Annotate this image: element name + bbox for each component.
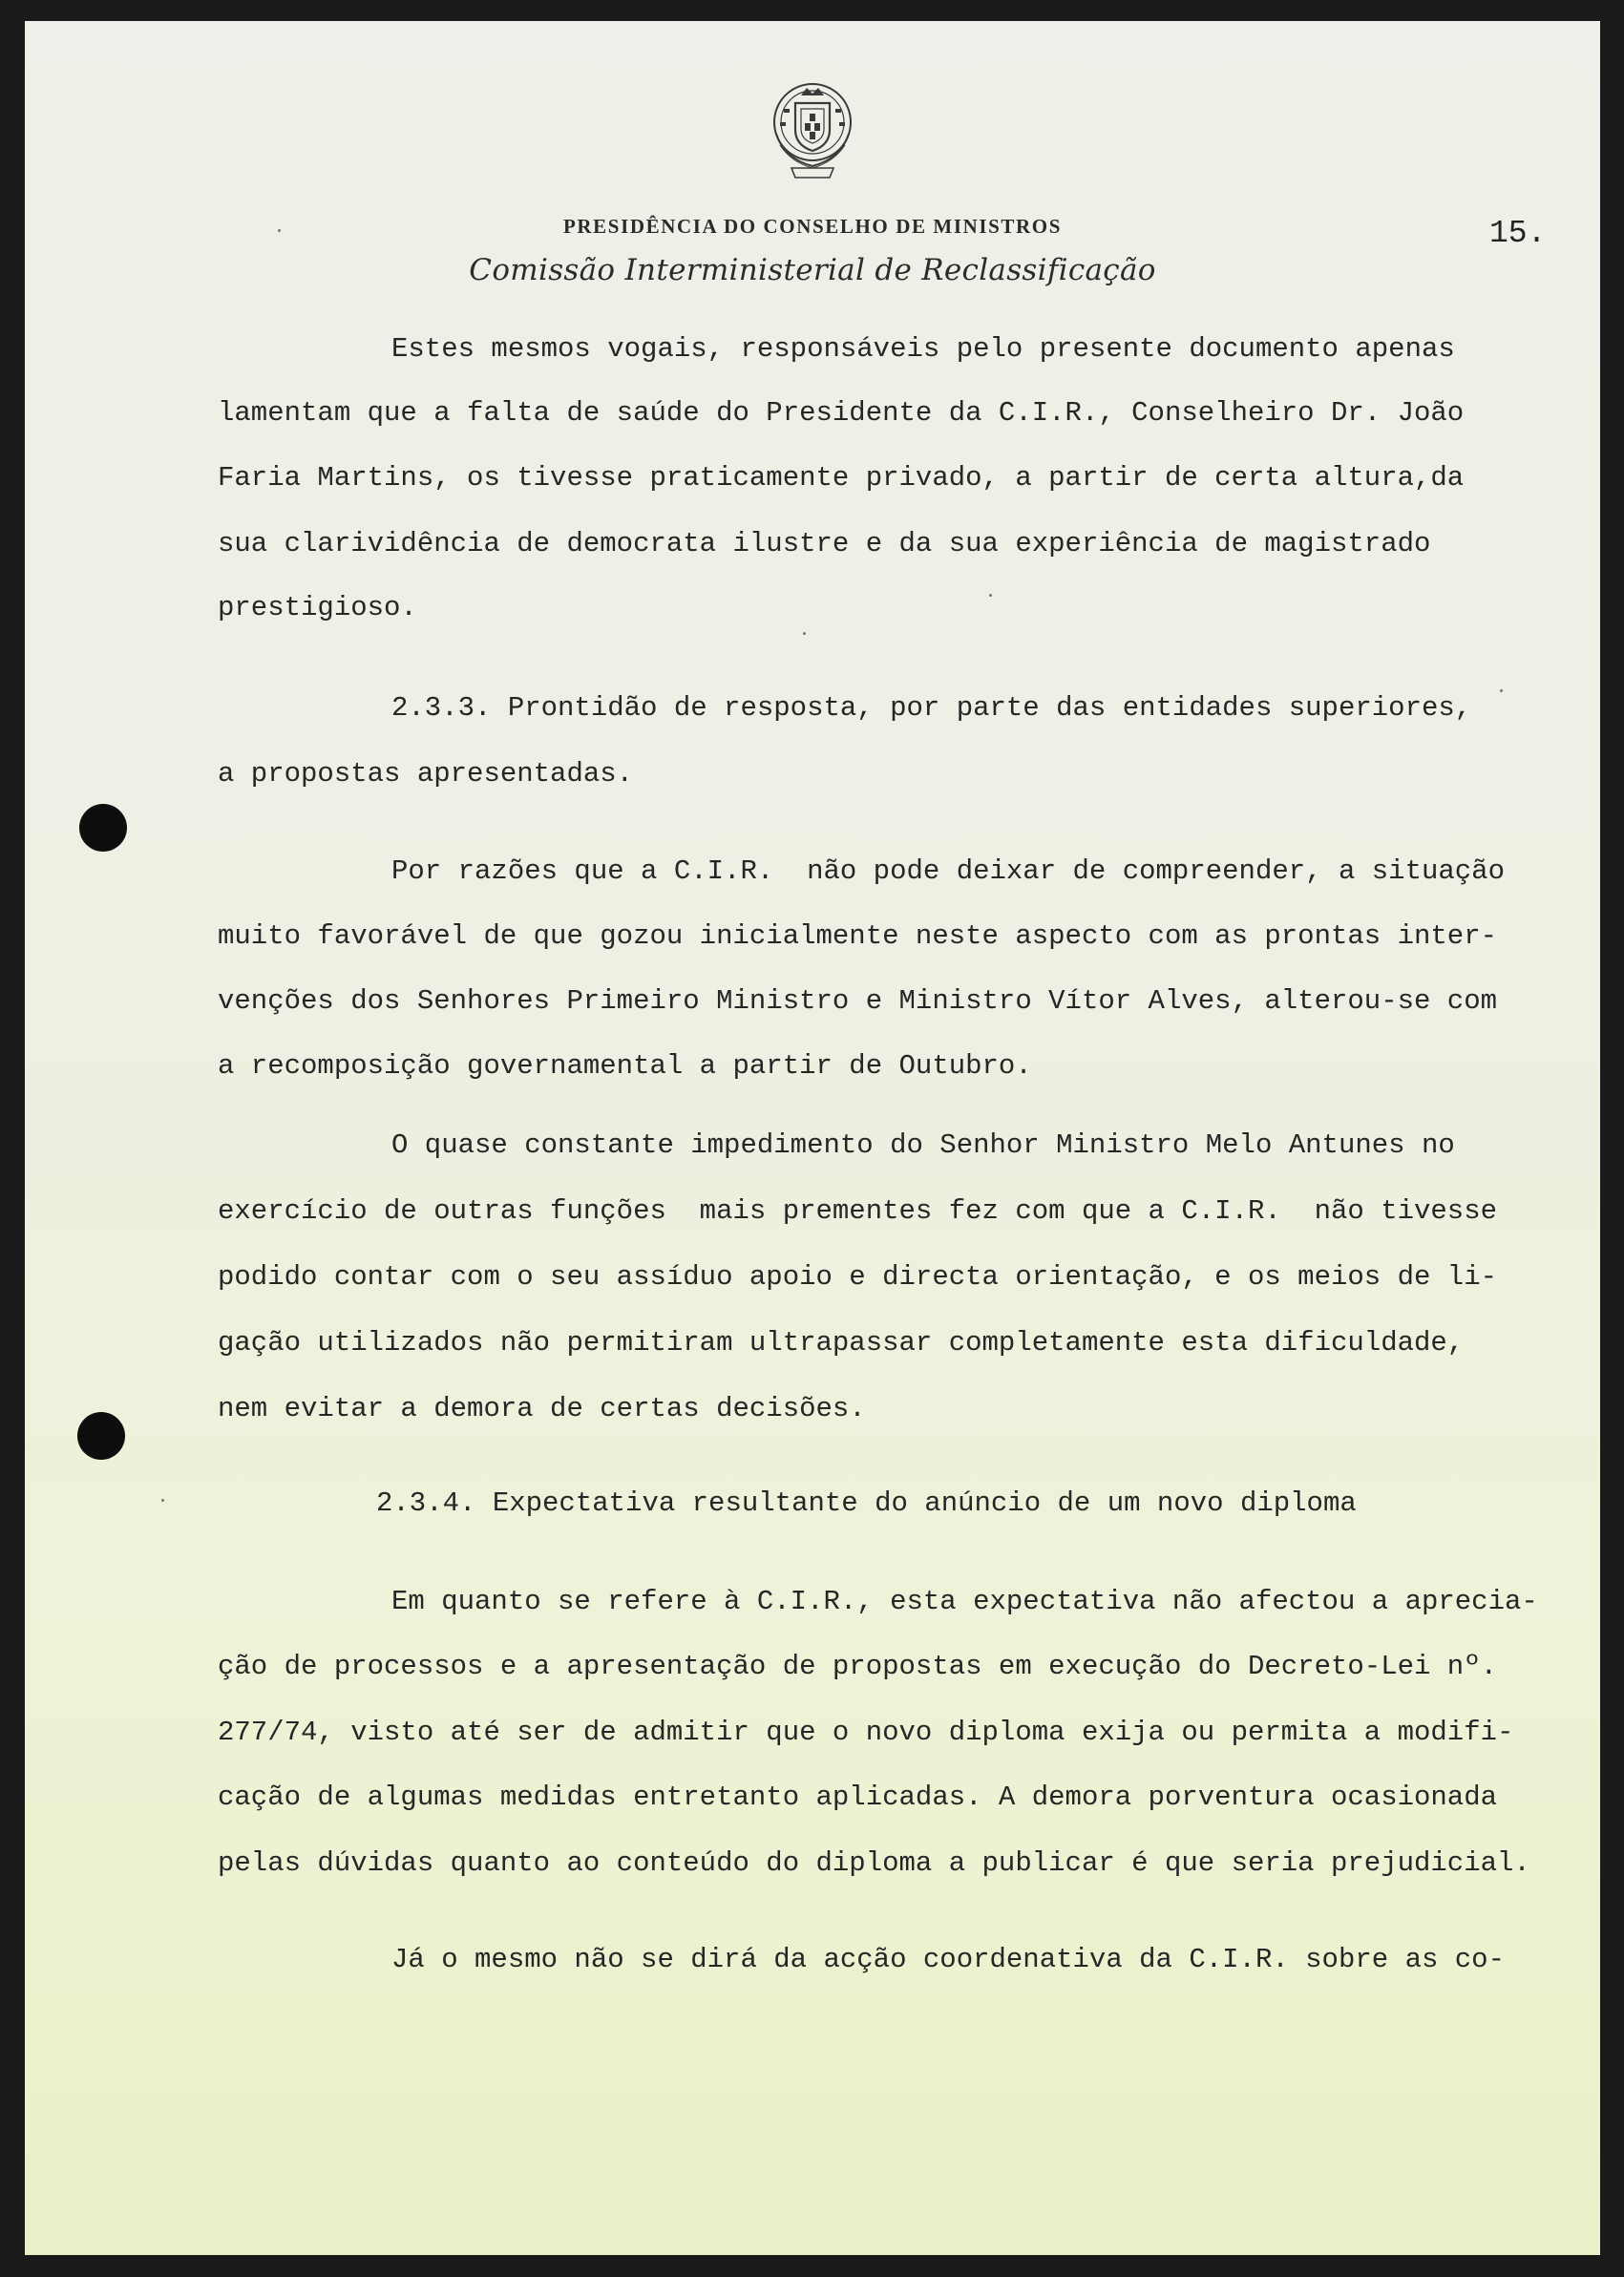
text-line: prestigioso. bbox=[218, 592, 417, 623]
speck bbox=[278, 229, 281, 232]
speck bbox=[1500, 689, 1503, 692]
text-line: ção de processos e a apresentação de propostas em execução do Decreto-Lei nº. bbox=[218, 1651, 1498, 1682]
text-line: cação de algumas medidas entretanto aplicadas. A demora porventura ocasionada bbox=[218, 1782, 1498, 1813]
text-line: muito favorável de que gozou inicialmente neste aspecto com as prontas inter- bbox=[218, 920, 1498, 952]
section-heading: 2.3.4. Expectativa resultante do anúncio de um novo diploma bbox=[376, 1487, 1357, 1519]
punch-hole bbox=[77, 1412, 125, 1460]
text-line: Estes mesmos vogais, responsáveis pelo presente documento apenas bbox=[391, 333, 1455, 365]
section-heading: 2.3.3. Prontidão de resposta, por parte das entidades superiores, bbox=[391, 692, 1472, 724]
text-line: 277/74, visto até ser de admitir que o novo diploma exija ou permita a modifi- bbox=[218, 1717, 1514, 1748]
text-line: venções dos Senhores Primeiro Ministro e Ministro Vítor Alves, alterou-se com bbox=[218, 985, 1498, 1017]
text-line: lamentam que a falta de saúde do Presidente da C.I.R., Conselheiro Dr. João bbox=[218, 397, 1465, 429]
text-line: Em quanto se refere à C.I.R., esta expectativa não afectou a aprecia- bbox=[391, 1586, 1538, 1617]
ministry-title: PRESIDÊNCIA DO CONSELHO DE MINISTROS bbox=[562, 215, 1063, 238]
speck bbox=[803, 632, 806, 635]
text-line: gação utilizados não permitiram ultrapassar completamente esta dificuldade, bbox=[218, 1327, 1465, 1359]
text-line: O quase constante impedimento do Senhor Ministro Melo Antunes no bbox=[391, 1129, 1455, 1161]
text-line: a recomposição governamental a partir de Outubro. bbox=[218, 1050, 1032, 1082]
text-line: Já o mesmo não se dirá da acção coordenativa da C.I.R. sobre as co- bbox=[391, 1944, 1505, 1975]
text-line: Por razões que a C.I.R. não pode deixar de compreender, a situação bbox=[391, 855, 1505, 887]
text-line: exercício de outras funções mais prementes fez com que a C.I.R. não tivesse bbox=[218, 1195, 1498, 1227]
speck bbox=[161, 1499, 164, 1502]
text-line: sua clarividência de democrata ilustre e da sua experiência de magistrado bbox=[218, 528, 1431, 559]
section-heading: a propostas apresentadas. bbox=[218, 758, 634, 790]
document-page bbox=[25, 21, 1600, 2255]
page-number: 15. bbox=[1489, 216, 1547, 251]
text-line: podido contar com o seu assíduo apoio e directa orientação, e os meios de li- bbox=[218, 1261, 1498, 1293]
speck bbox=[989, 594, 992, 597]
text-line: nem evitar a demora de certas decisões. bbox=[218, 1393, 866, 1424]
text-line: pelas dúvidas quanto ao conteúdo do diploma a publicar é que seria prejudicial. bbox=[218, 1847, 1530, 1879]
punch-hole bbox=[79, 804, 127, 852]
commission-subtitle: Comissão Interministerial de Reclassificação bbox=[469, 253, 1156, 287]
text-line: Faria Martins, os tivesse praticamente privado, a partir de certa altura,da bbox=[218, 462, 1465, 494]
coat-of-arms-icon bbox=[763, 74, 862, 183]
